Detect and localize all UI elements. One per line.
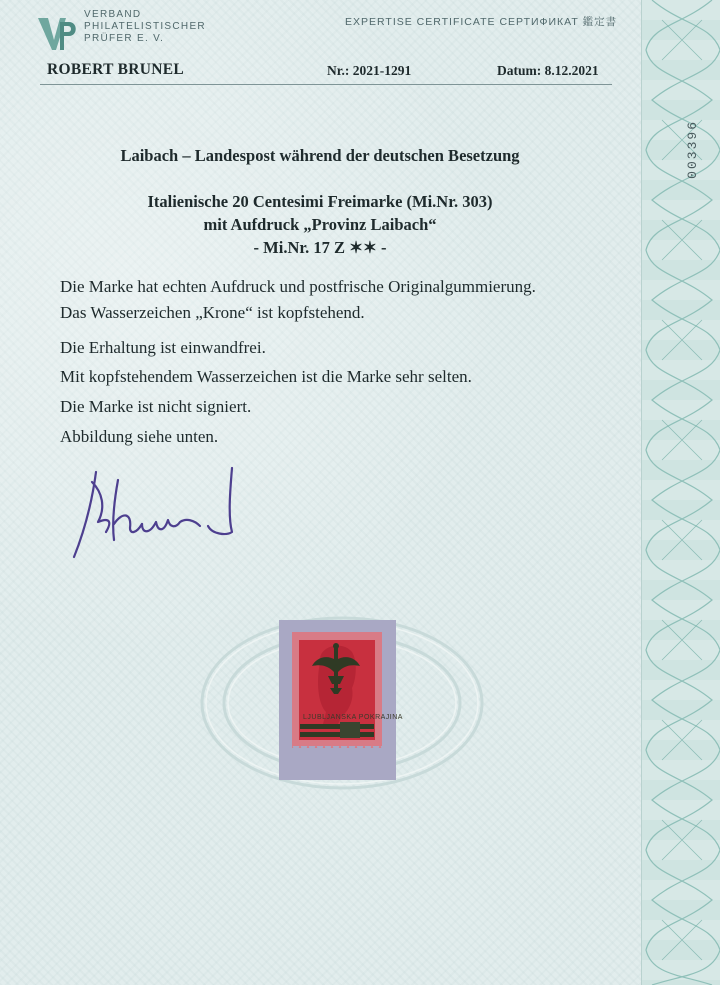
- certificate-label: EXPERTISE CERTIFICATE СЕРТИФИКАТ 鑑定書: [345, 16, 618, 28]
- examiner-name: ROBERT BRUNEL: [47, 61, 185, 78]
- title-line-2: Italienische 20 Centesimi Freimarke (Mi.Nr. 303): [147, 192, 493, 211]
- title-line-4: - Mi.Nr. 17 Z ✶✶ -: [253, 238, 387, 257]
- org-line-1: VERBAND: [84, 9, 142, 20]
- body-line-5: Die Marke ist nicht signiert.: [60, 397, 252, 416]
- body-line-6: Abbildung siehe unten.: [60, 427, 219, 446]
- guilloche-pattern: [642, 0, 720, 985]
- serial-number: 003396: [685, 120, 700, 179]
- body-line-2: Das Wasserzeichen „Krone“ ist kopfstehend.: [60, 303, 365, 322]
- body-line-3: Die Erhaltung ist einwandfrei.: [60, 338, 266, 357]
- body-line-1: Die Marke hat echten Aufdruck und postfrische Originalgummierung.: [60, 277, 536, 296]
- org-line-3: PRÜFER E. V.: [84, 33, 165, 44]
- stamp-artwork: [292, 632, 382, 748]
- guilloche-border: [641, 0, 720, 985]
- header-divider: [40, 84, 612, 85]
- overprint-text: LJUBLJANSKA POKRAJINA: [303, 714, 403, 721]
- stamp-perforation: [292, 746, 382, 754]
- postage-stamp: [292, 632, 403, 748]
- handwritten-signature: [62, 462, 252, 572]
- certificate-number: Nr.: 2021-1291: [327, 63, 412, 78]
- vp-logo-icon: [36, 14, 80, 54]
- body-line-4: Mit kopfstehendem Wasserzeichen ist die Marke sehr selten.: [60, 367, 472, 386]
- certificate-date: Datum: 8.12.2021: [497, 63, 599, 78]
- org-line-2: PHILATELISTISCHER: [84, 21, 206, 32]
- title-line-1: Laibach – Landespost während der deutschen Besetzung: [120, 146, 520, 165]
- organization-name: [84, 9, 206, 45]
- title-line-3: mit Aufdruck „Provinz Laibach“: [203, 215, 437, 234]
